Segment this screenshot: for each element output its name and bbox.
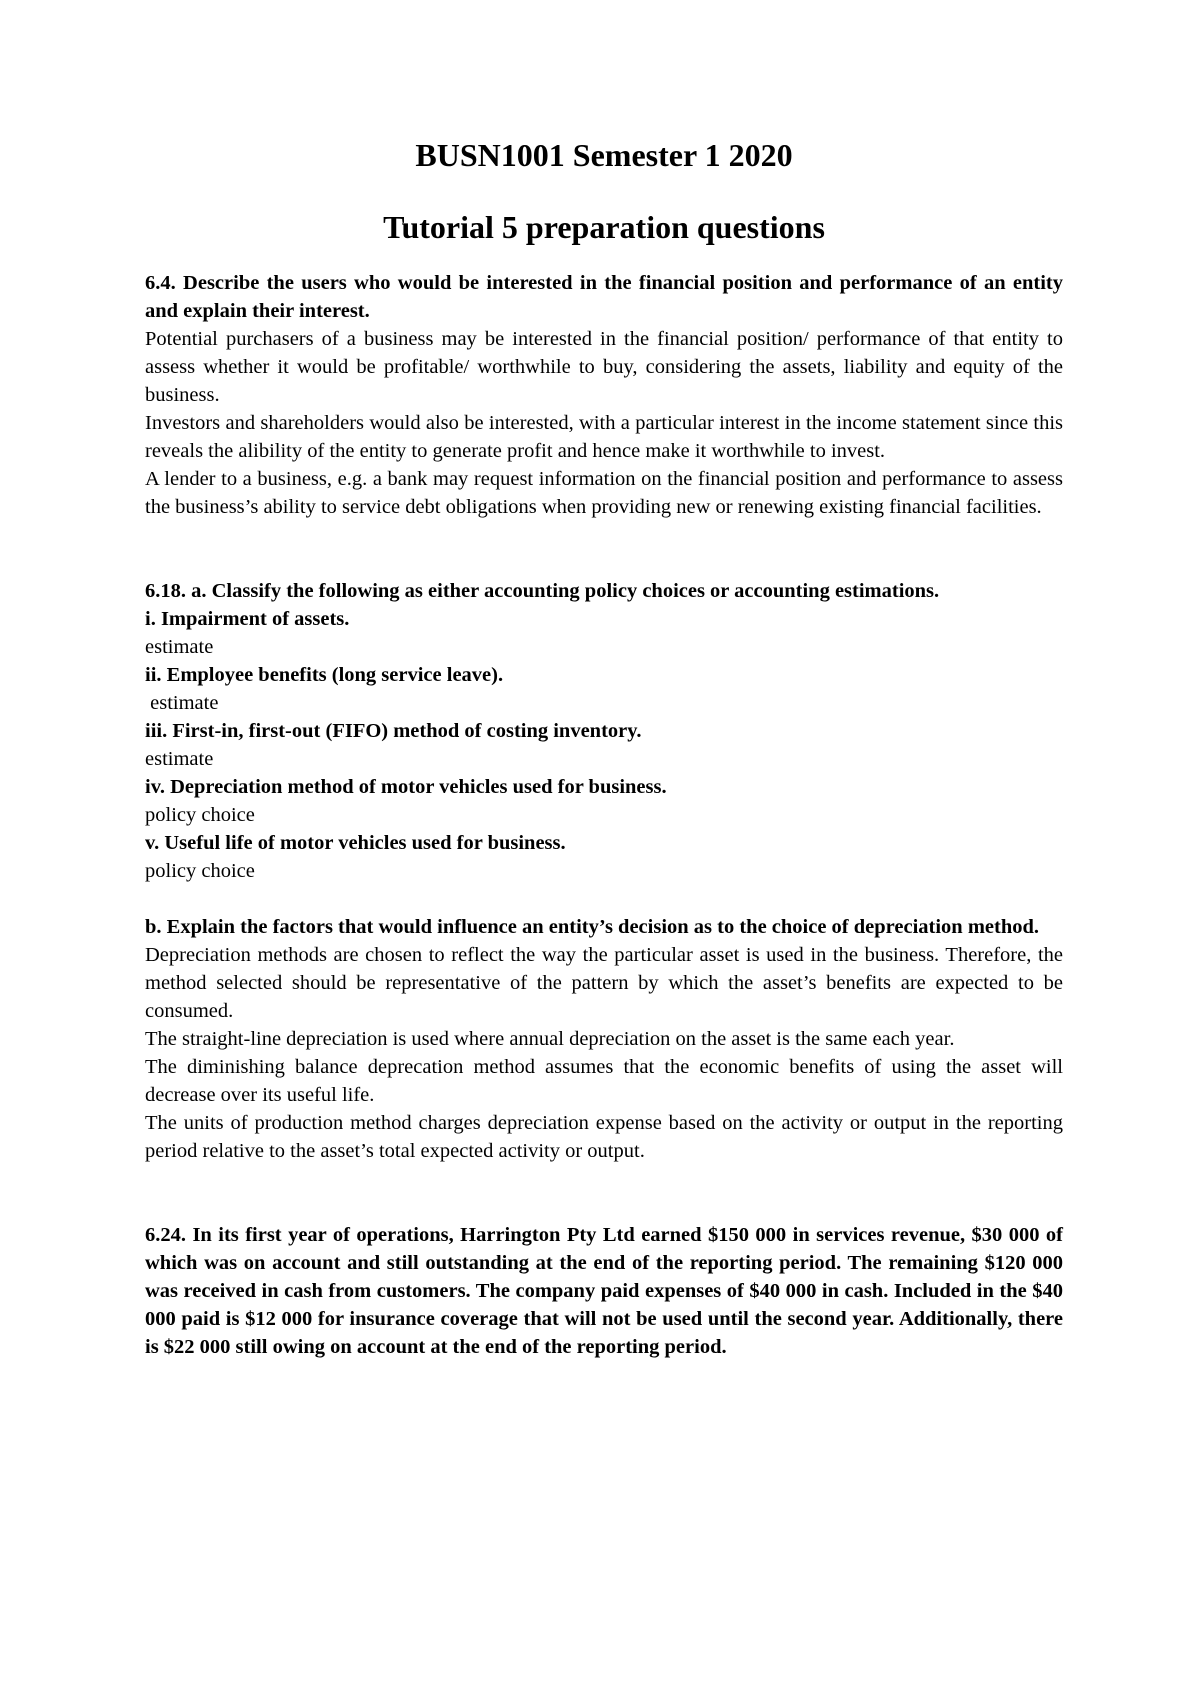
item-answer: estimate <box>145 692 219 714</box>
answer-paragraph: A lender to a business, e.g. a bank may request information on the financial position and performance to assess the business’s ability to service debt obligations when providing new or renewing existing financial facilities. <box>145 468 1063 518</box>
question-text: 6.24. In its first year of operations, Harrington Pty Ltd earned $150 000 in services revenue, $30 000 of which was on account and still outstanding at the end of the reporting period. The remaining $120 000 was received in cash from customers. The company paid expenses of $40 000 in cash. Included in the $40 000 paid is $12 000 for insurance coverage that will not be used until the second year. Additionally, there is $22 000 still owing on account at the end of the reporting period. <box>145 1224 1063 1358</box>
answer-paragraph: The diminishing balance deprecation method assumes that the economic benefits of using the asset will decrease over its useful life. <box>145 1056 1063 1106</box>
question-6-18-b <box>145 913 1063 1165</box>
answer-paragraph: Potential purchasers of a business may be interested in the financial position/ performance of that entity to assess whether it would be profitable/ worthwhile to buy, considering the assets, liability and equity of the business. <box>145 328 1063 406</box>
answer-paragraph: The units of production method charges depreciation expense based on the activity or output in the reporting period relative to the asset’s total expected activity or output. <box>145 1112 1063 1162</box>
item-label: v. Useful life of motor vehicles used for business. <box>145 832 566 854</box>
item-answer: policy choice <box>145 804 255 826</box>
question-6-4 <box>145 269 1063 521</box>
question-text: 6.4. Describe the users who would be interested in the financial position and performance of an entity and explain their interest. <box>145 272 1063 322</box>
document-subtitle: Tutorial 5 preparation questions <box>383 209 825 245</box>
question-6-18-a <box>145 577 1063 885</box>
item-answer: policy choice <box>145 860 255 882</box>
answer-paragraph: Investors and shareholders would also be interested, with a particular interest in the income statement since this reveals the alibility of the entity to generate profit and hence make it worthwhile to invest. <box>145 412 1063 462</box>
spacer <box>145 1165 1063 1221</box>
question-text: 6.18. a. Classify the following as either accounting policy choices or accounting estimations. <box>145 580 940 602</box>
document-page <box>145 135 1063 1361</box>
spacer <box>145 885 1063 913</box>
item-label: ii. Employee benefits (long service leave). <box>145 664 504 686</box>
answer-paragraph: Depreciation methods are chosen to reflect the way the particular asset is used in the business. Therefore, the method selected should be representative of the pattern by which the asset’s benefits are expected to be consumed. <box>145 944 1063 1022</box>
question-6-24 <box>145 1221 1063 1361</box>
item-label: i. Impairment of assets. <box>145 608 350 630</box>
spacer <box>145 521 1063 577</box>
document-title: BUSN1001 Semester 1 2020 <box>415 137 793 173</box>
question-text: b. Explain the factors that would influence an entity’s decision as to the choice of depreciation method. <box>145 916 1040 938</box>
item-answer: estimate <box>145 636 214 658</box>
item-answer: estimate <box>145 748 214 770</box>
answer-paragraph: The straight-line depreciation is used where annual depreciation on the asset is the same each year. <box>145 1028 955 1050</box>
item-label: iv. Depreciation method of motor vehicles used for business. <box>145 776 667 798</box>
item-label: iii. First-in, first-out (FIFO) method of costing inventory. <box>145 720 642 742</box>
